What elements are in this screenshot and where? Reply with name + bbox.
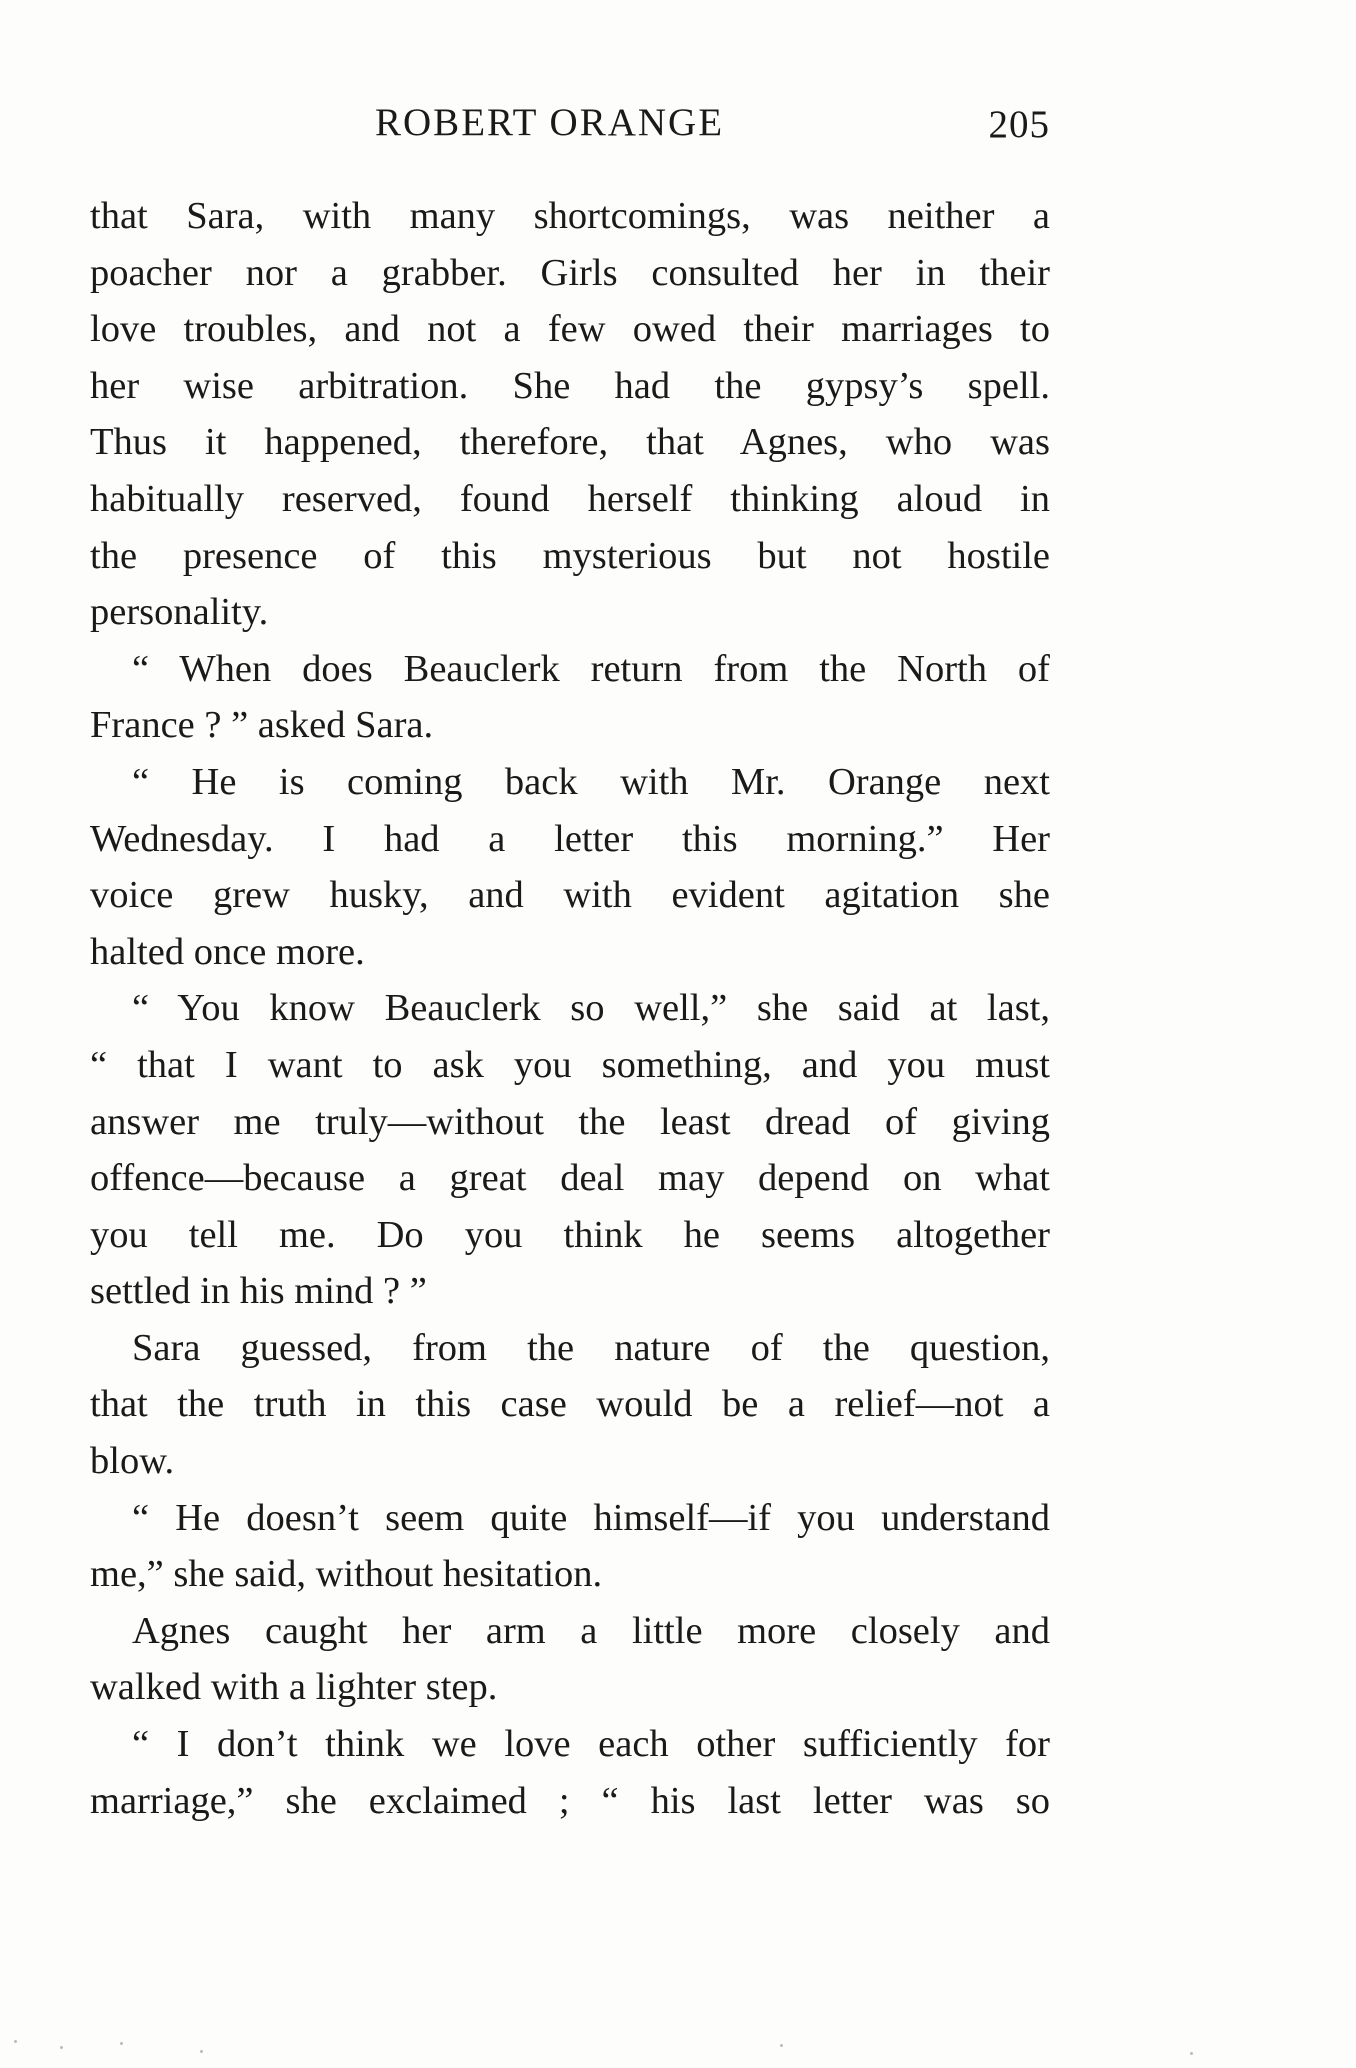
text-line: marriage,” she exclaimed ; “ his last letter was so: [90, 1779, 1050, 1822]
scan-speck: [780, 2044, 783, 2047]
text-line: “ that I want to ask you something, and you must: [90, 1043, 1050, 1086]
text-line: France ? ” asked Sara.: [90, 704, 434, 747]
text-line: Sara guessed, from the nature of the question,: [132, 1326, 1050, 1369]
text-line: me,” she said, without hesitation.: [90, 1553, 603, 1596]
text-line: “ When does Beauclerk return from the North of: [132, 647, 1050, 690]
running-head: [90, 100, 1050, 150]
text-line: Agnes caught her arm a little more closely and: [132, 1609, 1050, 1652]
text-line: “ I don’t think we love each other sufficiently for: [132, 1723, 1050, 1766]
running-title: ROBERT ORANGE: [375, 101, 725, 144]
text-line: Wednesday. I had a letter this morning.” Her: [90, 817, 1050, 860]
text-line: “ He is coming back with Mr. Orange next: [132, 760, 1050, 803]
text-line: answer me truly—without the least dread of giving: [90, 1100, 1050, 1143]
text-line: love troubles, and not a few owed their marriages to: [90, 308, 1050, 351]
text-line: poacher nor a grabber. Girls consulted her in their: [90, 251, 1050, 294]
text-line: offence—because a great deal may depend on what: [90, 1157, 1050, 1200]
text-line: that Sara, with many shortcomings, was neither a: [90, 195, 1050, 237]
text-line: walked with a lighter step.: [90, 1666, 498, 1709]
text-line: Thus it happened, therefore, that Agnes, who was: [90, 421, 1050, 464]
text-line: “ You know Beauclerk so well,” she said at last,: [132, 987, 1050, 1030]
text-line: settled in his mind ? ”: [90, 1270, 427, 1313]
text-line: the presence of this mysterious but not hostile: [90, 534, 1050, 577]
scan-speck: [14, 2040, 17, 2043]
body-text: [90, 188, 1050, 1829]
text-line: that the truth in this case would be a relief—not a: [90, 1383, 1050, 1426]
scan-speck: [200, 2050, 203, 2053]
text-line: “ He doesn’t seem quite himself—if you understand: [132, 1496, 1050, 1539]
text-line: halted once more.: [90, 930, 365, 973]
text-line: habitually reserved, found herself thinking aloud in: [90, 477, 1050, 520]
scan-speck: [120, 2042, 123, 2045]
text-line: personality.: [90, 591, 269, 634]
text-line: her wise arbitration. She had the gypsy’s spell.: [90, 364, 1050, 407]
text-line: you tell me. Do you think he seems altogether: [90, 1213, 1050, 1256]
text-line: blow.: [90, 1440, 175, 1483]
scan-speck: [60, 2046, 63, 2049]
text-line: voice grew husky, and with evident agitation she: [90, 874, 1050, 917]
page-number: 205: [988, 103, 1050, 146]
scan-speck: [1190, 2052, 1193, 2055]
